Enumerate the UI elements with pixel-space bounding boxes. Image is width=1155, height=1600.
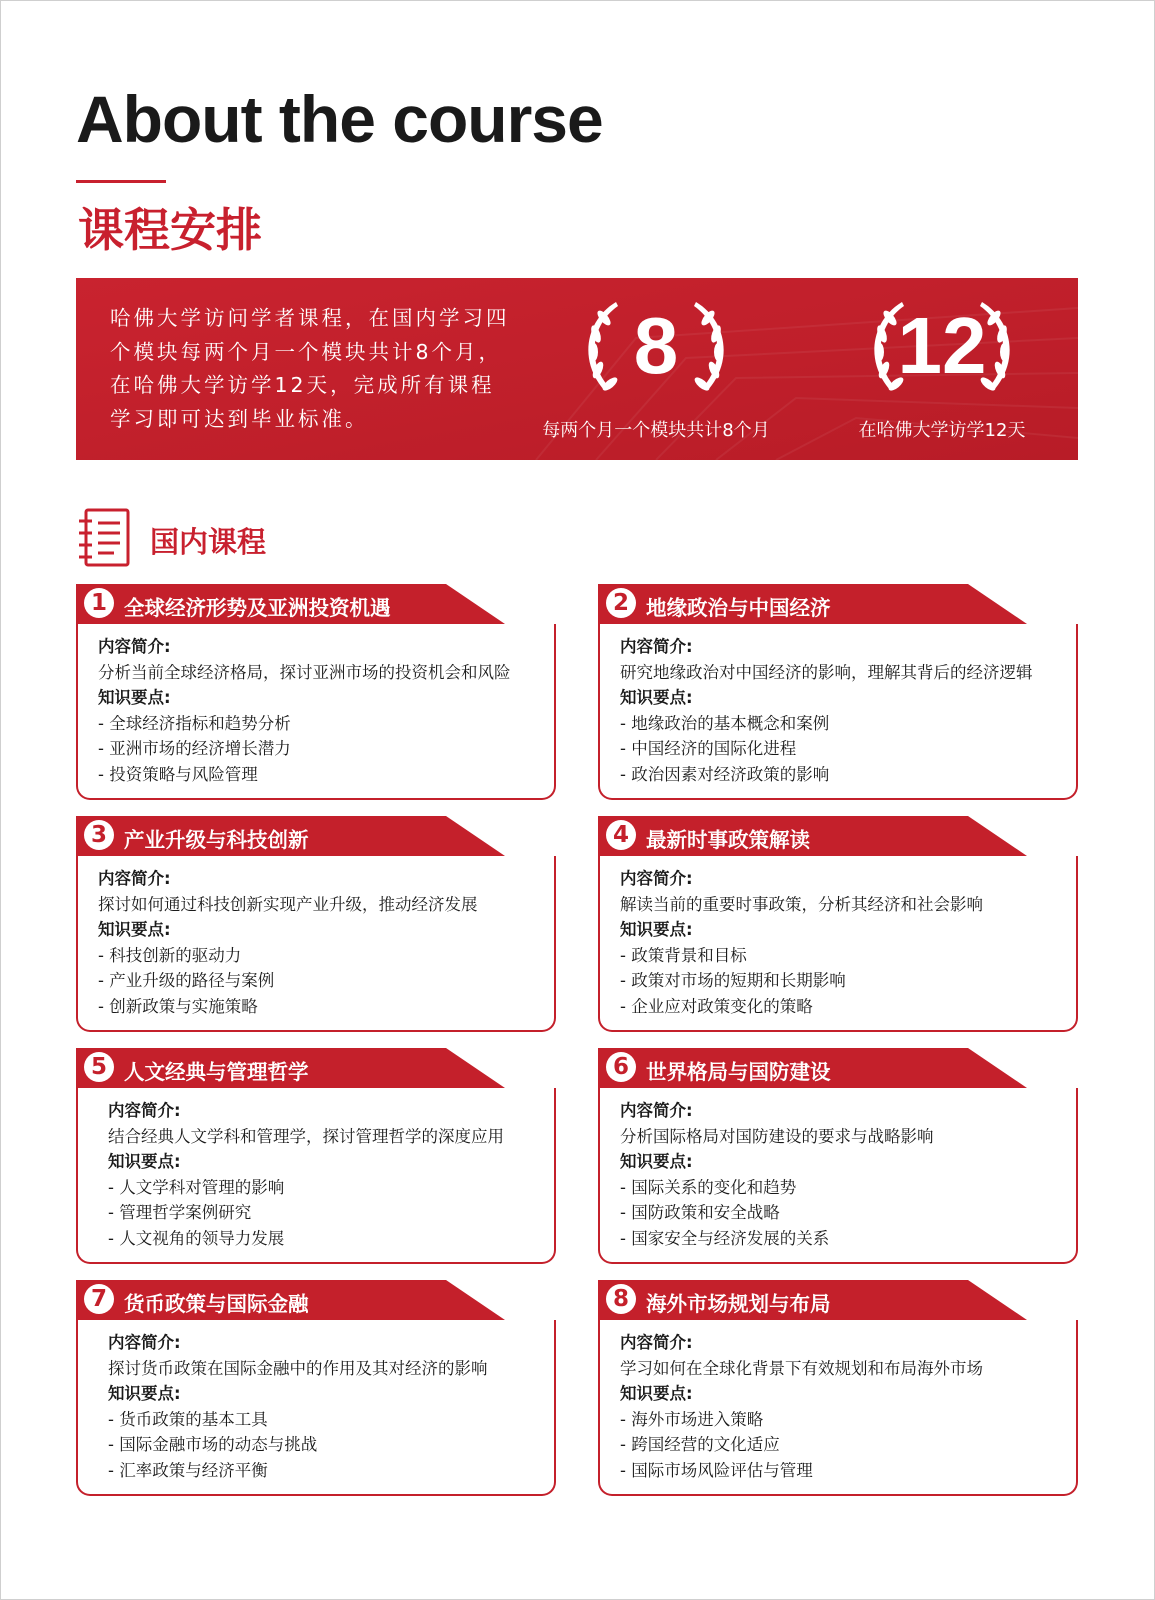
course-card bbox=[76, 1048, 556, 1266]
points-label: 知识要点: bbox=[108, 1152, 181, 1171]
course-intro: 解读当前的重要时事政策，分析其经济和社会影响 bbox=[620, 894, 983, 914]
stat-number: 8 bbox=[633, 301, 679, 390]
knowledge-point: - 国际金融市场的动态与挑战 bbox=[108, 1435, 318, 1454]
course-number: 6 bbox=[606, 1052, 636, 1082]
course-intro: 学习如何在全球化背景下有效规划和布局海外市场 bbox=[620, 1358, 983, 1378]
intro-label: 内容简介: bbox=[98, 869, 171, 888]
knowledge-point: - 汇率政策与经济平衡 bbox=[108, 1460, 268, 1480]
points-label: 知识要点: bbox=[620, 920, 693, 939]
intro-label: 内容简介: bbox=[108, 1333, 181, 1352]
course-number: 4 bbox=[606, 820, 636, 850]
course-card bbox=[598, 1048, 1078, 1266]
course-title: 世界格局与国防建设 bbox=[646, 1060, 831, 1084]
intro-label: 内容简介: bbox=[108, 1101, 181, 1120]
course-number: 7 bbox=[84, 1284, 114, 1314]
knowledge-point: - 政策背景和目标 bbox=[620, 945, 747, 965]
course-title: 最新时事政策解读 bbox=[646, 828, 810, 852]
course-intro: 探讨如何通过科技创新实现产业升级，推动经济发展 bbox=[98, 894, 478, 914]
intro-label: 内容简介: bbox=[620, 1333, 693, 1352]
knowledge-point: - 人文视角的领导力发展 bbox=[108, 1228, 285, 1248]
page-subtitle: 课程安排 bbox=[78, 203, 262, 257]
stat-number: 12 bbox=[897, 301, 987, 390]
stat-visit-days bbox=[832, 290, 1052, 450]
course-title: 地缘政治与中国经济 bbox=[646, 596, 831, 620]
course-body bbox=[76, 1320, 556, 1496]
stat-caption: 每两个月一个模块共计8个月 bbox=[542, 420, 770, 441]
points-label: 知识要点: bbox=[98, 688, 171, 707]
course-intro: 探讨货币政策在国际金融中的作用及其对经济的影响 bbox=[108, 1358, 488, 1378]
knowledge-point: - 投资策略与风险管理 bbox=[98, 764, 258, 784]
banner-description: 哈佛大学访问学者课程，在国内学习四个模块每两个月一个模块共计8个月，在哈佛大学访学12天，完成所有课程学习即可达到毕业标准。 bbox=[110, 306, 510, 431]
course-number: 3 bbox=[84, 820, 114, 850]
points-label: 知识要点: bbox=[620, 688, 693, 707]
intro-label: 内容简介: bbox=[620, 637, 693, 656]
course-number: 5 bbox=[84, 1052, 114, 1082]
knowledge-point: - 跨国经营的文化适应 bbox=[620, 1435, 780, 1454]
knowledge-point: - 产业升级的路径与案例 bbox=[98, 971, 275, 990]
overview-banner bbox=[76, 278, 1078, 460]
course-number: 1 bbox=[84, 588, 114, 618]
intro-label: 内容简介: bbox=[620, 869, 693, 888]
points-label: 知识要点: bbox=[620, 1152, 693, 1171]
course-card bbox=[76, 816, 556, 1034]
knowledge-point: - 全球经济指标和趋势分析 bbox=[98, 713, 291, 733]
knowledge-point: - 国家安全与经济发展的关系 bbox=[620, 1228, 830, 1248]
course-card bbox=[76, 584, 556, 802]
course-title: 全球经济形势及亚洲投资机遇 bbox=[124, 596, 391, 620]
course-title: 货币政策与国际金融 bbox=[124, 1292, 309, 1316]
knowledge-point: - 亚洲市场的经济增长潜力 bbox=[98, 739, 291, 758]
knowledge-point: - 国际市场风险评估与管理 bbox=[620, 1460, 813, 1480]
stat-caption: 在哈佛大学访学12天 bbox=[858, 420, 1026, 441]
notebook-icon bbox=[76, 507, 132, 569]
course-intro: 分析国际格局对国防建设的要求与战略影响 bbox=[620, 1126, 934, 1146]
course-body bbox=[76, 624, 556, 800]
knowledge-point: - 政策对市场的短期和长期影响 bbox=[620, 971, 846, 990]
course-body bbox=[598, 624, 1078, 800]
course-body bbox=[598, 856, 1078, 1032]
points-label: 知识要点: bbox=[98, 920, 171, 939]
knowledge-point: - 中国经济的国际化进程 bbox=[620, 739, 797, 758]
course-intro: 分析当前全球经济格局，探讨亚洲市场的投资机会和风险 bbox=[98, 662, 511, 682]
course-body bbox=[598, 1088, 1078, 1264]
section-title: 国内课程 bbox=[150, 525, 267, 559]
title-divider bbox=[76, 180, 166, 183]
knowledge-point: - 海外市场进入策略 bbox=[620, 1409, 764, 1429]
course-card bbox=[76, 1280, 556, 1498]
points-label: 知识要点: bbox=[620, 1384, 693, 1403]
course-number: 2 bbox=[606, 588, 636, 618]
course-title: 产业升级与科技创新 bbox=[124, 828, 309, 852]
course-card bbox=[598, 1280, 1078, 1498]
points-label: 知识要点: bbox=[108, 1384, 181, 1403]
course-title: 海外市场规划与布局 bbox=[646, 1292, 831, 1316]
knowledge-point: - 管理哲学案例研究 bbox=[108, 1203, 252, 1222]
course-intro: 结合经典人文学科和管理学，探讨管理哲学的深度应用 bbox=[108, 1126, 504, 1146]
course-body bbox=[76, 856, 556, 1032]
knowledge-point: - 国际关系的变化和趋势 bbox=[620, 1177, 797, 1197]
course-intro: 研究地缘政治对中国经济的影响，理解其背后的经济逻辑 bbox=[620, 662, 1033, 682]
stat-modules bbox=[542, 290, 770, 450]
knowledge-point: - 货币政策的基本工具 bbox=[108, 1409, 268, 1429]
knowledge-point: - 企业应对政策变化的策略 bbox=[620, 996, 813, 1016]
page-title: About the course bbox=[76, 82, 603, 156]
knowledge-point: - 人文学科对管理的影响 bbox=[108, 1177, 285, 1197]
knowledge-point: - 地缘政治的基本概念和案例 bbox=[620, 713, 830, 733]
knowledge-point: - 科技创新的驱动力 bbox=[98, 945, 242, 965]
knowledge-point: - 国防政策和安全战略 bbox=[620, 1203, 780, 1222]
intro-label: 内容简介: bbox=[620, 1101, 693, 1120]
course-card bbox=[598, 584, 1078, 802]
course-number: 8 bbox=[606, 1284, 636, 1314]
knowledge-point: - 创新政策与实施策略 bbox=[98, 996, 258, 1016]
course-body bbox=[598, 1320, 1078, 1496]
course-card bbox=[598, 816, 1078, 1034]
course-body bbox=[76, 1088, 556, 1264]
intro-label: 内容简介: bbox=[98, 637, 171, 656]
knowledge-point: - 政治因素对经济政策的影响 bbox=[620, 764, 830, 784]
course-title: 人文经典与管理哲学 bbox=[124, 1060, 309, 1084]
